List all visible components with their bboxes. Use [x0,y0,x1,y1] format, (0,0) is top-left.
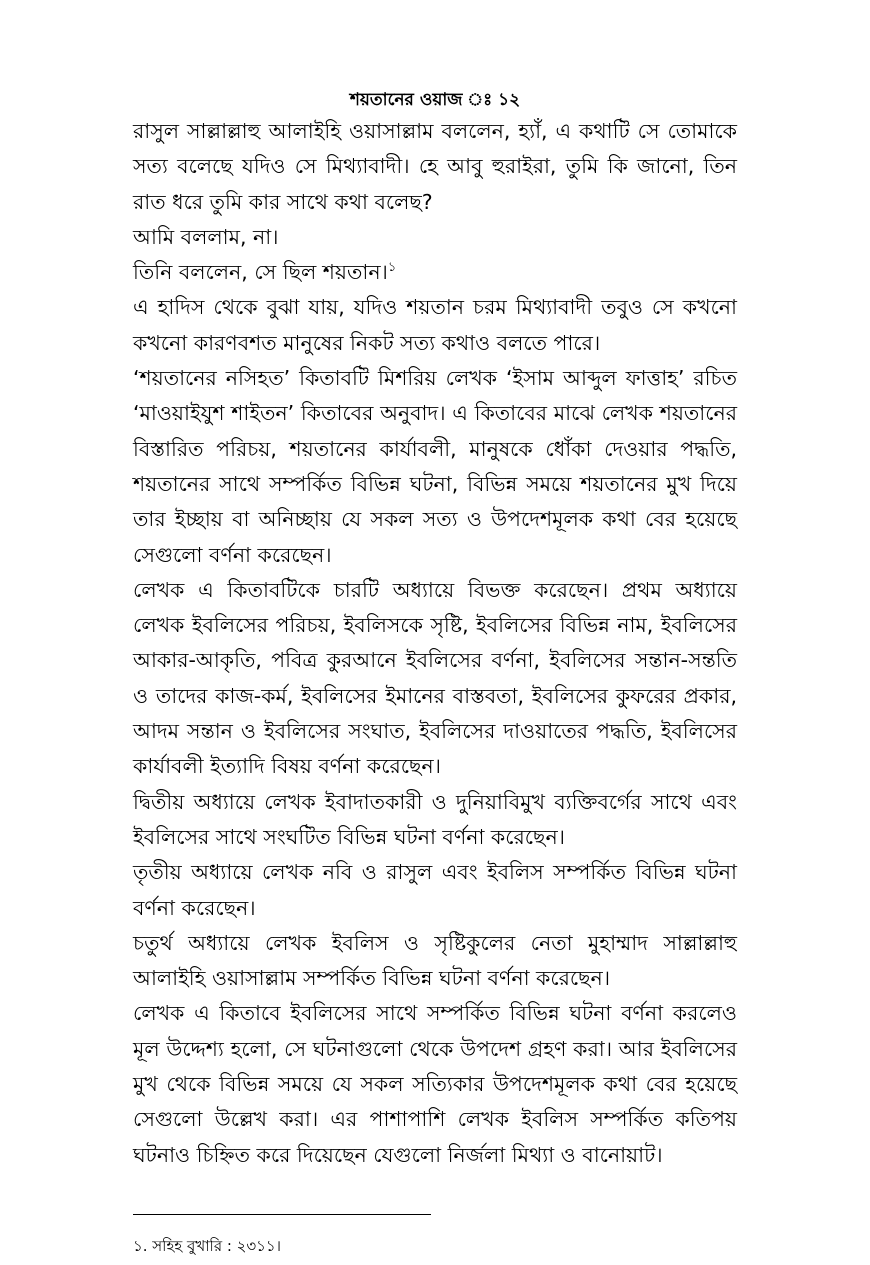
paragraph [133,255,737,290]
paragraph: তৃতীয় অধ্যায়ে লেখক নবি ও রাসুল এবং ইবলিস সম্পর্কিত বিভিন্ন ঘটনা বর্ণনা করেছেন। [133,860,737,920]
paragraph: এ হাদিস থেকে বুঝা যায়, যদিও শয়তান চরম মিথ্যাবাদী তবুও সে কখনো কখনো কারণবশত মানুষের নিকট সত্য কথাও বলতে পারে। [133,295,737,355]
paragraph: চতুর্থ অধ্যায়ে লেখক ইবলিস ও সৃষ্টিকুলের নেতা মুহাম্মাদ সাল্লাল্লাহু আলাইহি ওয়াসাল্লাম সম্পর্কিত বিভিন্ন ঘটনা বর্ণনা করেছেন। [133,930,737,991]
paragraph: আমি বললাম, না। [133,224,279,249]
paragraph: ‘শয়তানের নসিহত’ কিতাবটি মিশরিয় লেখক ‘ইসাম আব্দুল ফাত্তাহ’ রচিত ‘মাওয়াইযুশ শাইতন’ কিতাবের অনুবাদ। এ কিতাবের মাঝে লেখক শয়তানের বিস্তারিত পরিচয়, শয়তানের কার্যাবলী, মানুষকে ধোঁকা দেওয়ার পদ্ধতি, শয়তানের সাথে সম্পর্কিত বিভিন্ন ঘটনা, বিভিন্ন সময়ে শয়তানের মুখ দিয়ে তার ইচ্ছায় বা অনিচ্ছায় যে সকল সত্য ও উপদেশমূলক কথা বের হয়েছে সেগুলো বর্ণনা করেছেন। [133,366,737,567]
paragraph: লেখক এ কিতাবে ইবলিসের সাথে সম্পর্কিত বিভিন্ন ঘটনা বর্ণনা করলেও মূল উদ্দেশ্য হলো, সে ঘটনাগুলো থেকে উপদেশ গ্রহণ করা। আর ইবলিসের মুখ থেকে বিভিন্ন সময়ে যে সকল সত্যিকার উপদেশমূলক কথা বের হয়েছে সেগুলো উল্লেখ করা। এর পাশাপাশি লেখক ইবলিস সম্পর্কিত কতিপয় ঘটনাও চিহ্নিত করে দিয়েছেন যেগুলো নির্জলা মিথ্যা ও বানোয়াট। [133,1001,737,1167]
paragraph-text: তিনি বললেন, সে ছিল শয়তান। [133,260,388,285]
footnote-reference[interactable]: ১ [387,260,397,276]
paragraph: দ্বিতীয় অধ্যায়ে লেখক ইবাদাতকারী ও দুনিয়াবিমুখ ব্যক্তিবর্গের সাথে এবং ইবলিসের সাথে সংঘটিত বিভিন্ন ঘটনা বর্ণনা করেছেন। [133,789,737,849]
running-title: শয়তানের ওয়াজ ঃ ১২ [349,90,521,110]
running-header [0,90,870,110]
footnote-divider [133,1214,431,1215]
footnote: ১. সহিহ বুখারি : ২৩১১। [133,1237,282,1255]
body-text [133,114,737,1173]
paragraph: রাসুল সাল্লাল্লাহু আলাইহি ওয়াসাল্লাম বললেন, হ্যাঁ, এ কথাটি সে তোমাকে সত্য বলেছে যদিও সে মিথ্যাবাদী। হে আবু হুরাইরা, তুমি কি জানো, তিন রাত ধরে তুমি কার সাথে কথা বলেছ? [133,119,737,214]
paragraph: লেখক এ কিতাবটিকে চারটি অধ্যায়ে বিভক্ত করেছেন। প্রথম অধ্যায়ে লেখক ইবলিসের পরিচয়, ইবলিসকে সৃষ্টি, ইবলিসের বিভিন্ন নাম, ইবলিসের আকার-আকৃতি, পবিত্র কুরআনে ইবলিসের বর্ণনা, ইবলিসের সন্তান-সন্ততি ও তাদের কাজ-কর্ম, ইবলিসের ইমানের বাস্তবতা, ইবলিসের কুফরের প্রকার, আদম সন্তান ও ইবলিসের সংঘাত, ইবলিসের দাওয়াতের পদ্ধতি, ইবলিসের কার্যাবলী ইত্যাদি বিষয় বর্ণনা করেছেন। [133,577,737,779]
